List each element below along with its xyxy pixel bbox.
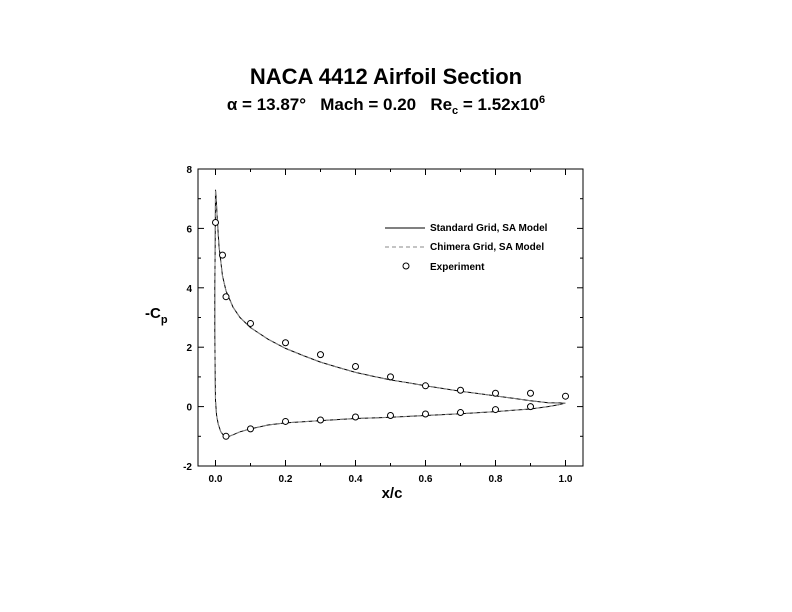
experiment-point <box>458 387 464 393</box>
x-tick-label: 0.0 <box>208 474 223 485</box>
experiment-point <box>423 411 429 417</box>
x-axis-label: x/c <box>381 485 403 502</box>
experiment-point <box>423 383 429 389</box>
x-tick-label: 0.6 <box>418 474 433 485</box>
legend-label-standard: Standard Grid, SA Model <box>430 223 548 234</box>
experiment-point <box>248 320 254 326</box>
experiment-point <box>388 413 394 419</box>
reynolds-value: = 1.52x10 <box>458 95 539 114</box>
reynolds-subscript: c <box>452 105 459 117</box>
alpha-symbol: α <box>226 95 238 114</box>
experiment-point <box>283 340 289 346</box>
plot-frame <box>198 169 583 466</box>
experiment-point <box>223 294 229 300</box>
experiment-point <box>493 407 499 413</box>
y-tick-label: 6 <box>186 224 192 236</box>
legend-label-experiment: Experiment <box>430 262 485 273</box>
experiment-point <box>220 252 226 258</box>
experiment-point <box>493 390 499 396</box>
experiment-point <box>388 374 394 380</box>
y-axis-label-sub: p <box>160 314 168 326</box>
reynolds-exponent: 6 <box>539 94 546 106</box>
mach-value: Mach = 0.20 <box>320 95 417 114</box>
experiment-point <box>318 417 324 423</box>
y-axis-label-main: -C <box>145 305 161 322</box>
experiment-point <box>528 404 534 410</box>
y-tick-label: 0 <box>186 402 192 414</box>
axis-ticks <box>183 165 583 485</box>
experiment-point <box>563 393 569 399</box>
y-tick-label: 4 <box>186 283 192 295</box>
alpha-value: = 13.87° <box>237 95 307 114</box>
experiment-point <box>283 418 289 424</box>
y-axis-label <box>145 305 168 326</box>
x-tick-label: 0.2 <box>278 474 293 485</box>
x-tick-label: 0.8 <box>488 474 503 485</box>
experiment-point <box>353 414 359 420</box>
experiment-point <box>458 410 464 416</box>
legend-label-chimera: Chimera Grid, SA Model <box>430 242 545 253</box>
experiment-point <box>353 364 359 370</box>
chart-title: NACA 4412 Airfoil Section <box>249 64 523 89</box>
x-tick-label: 1.0 <box>558 474 573 485</box>
experiment-point <box>248 426 254 432</box>
experiment-point <box>528 390 534 396</box>
legend <box>385 223 548 273</box>
experiment-point <box>223 433 229 439</box>
y-tick-label: 8 <box>186 165 192 176</box>
y-tick-label: 2 <box>186 343 192 355</box>
experiment-point <box>318 352 324 358</box>
experiment-point <box>213 219 219 225</box>
y-tick-label: -2 <box>183 462 192 473</box>
legend-marker-experiment <box>403 263 409 269</box>
x-tick-label: 0.4 <box>348 474 363 485</box>
reynolds-label: Re <box>430 95 453 114</box>
